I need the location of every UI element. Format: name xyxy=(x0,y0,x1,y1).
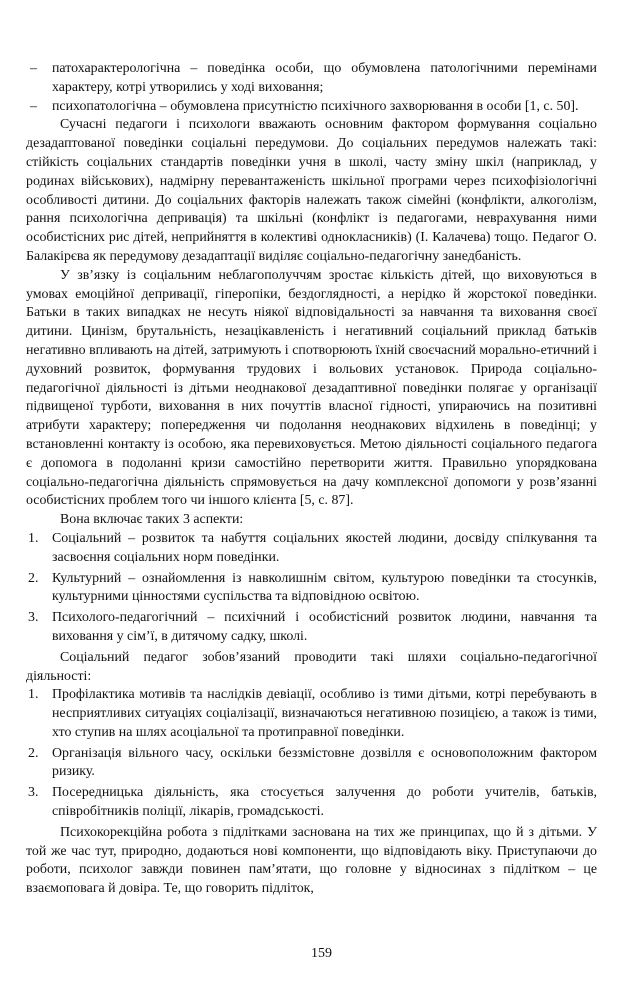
list-number: 2. xyxy=(28,570,39,586)
ways-list-item xyxy=(26,686,597,742)
list-number: 1. xyxy=(28,530,39,546)
ways-list-item-text: Профілактика мотивів та наслідків девіації, особливо із тими дітьми, котрі перебувають в несприятливих ситуаціях соціалізації, визначаються негативною позицією, а також із тими, хто ступив на шлях асоціальної та протиправної поведінки. xyxy=(52,687,597,740)
dash-list-item-text: психопатологічна – обумовлена присутністю психічного захворювання в особи [1, с. 50]. xyxy=(52,98,579,114)
list-number: 3. xyxy=(28,785,39,801)
ways-list-item-text: Організація вільного часу, оскільки беззмістовне дозвілля є основоположним фактором ризику. xyxy=(52,745,597,780)
dash-marker: – xyxy=(30,61,37,76)
aspects-list-item xyxy=(26,609,597,647)
paragraph-social-distress: У зв’язку із соціальним неблагополуччям зростає кількість дітей, що виховуються в умовах емоційної депривації, гіперопіки, бездоглядності, а нерідко й жорстокої поведінки. Батьки в таких випадках не несуть ніякої відповідальності за навчання та виховання своєї дитини. Цинізм, брутальність, незацікавленість і негативний соціальний приклад батьків негативно впливають на дітей, затримують і спотворюють їхній своєчасний морально-етичний і духовний розвиток, формування трудових і вольових установок. Природа соціально-педагогічної діяльності із дітьми неоднакової дезадаптивної поведінки полягає у організації підвищеної турботи, виховання в них почуттів власної гідності, упираючись на позитивні атрибути характеру; попередження чи подолання неоднакових відхилень в поведінці; у встановленні контакту із особою, яка перевиховується. Метою діяльності соціального педагога є допомога в подоланні кризи самостійно перетворити життя. Правильно упорядкована соціально-педагогічна діяльність спрямовується на дачу комплексної допомоги у розв’язанні особистісних проблем того чи іншого клієнта [5, с. 87]. xyxy=(26,267,597,509)
aspects-list-item xyxy=(26,570,597,608)
ways-list-item xyxy=(26,745,597,783)
aspects-list-item-text: Культурний – ознайомлення із навколишнім світом, культурою поведінки та стосунків, культурними цінностями суспільства та відповідною освітою. xyxy=(52,570,597,605)
list-number: 3. xyxy=(28,610,39,626)
aspects-list-item xyxy=(26,530,597,568)
aspects-list-item-text: Психолого-педагогічний – психічний і особистісний розвиток людини, навчання та виховання у сім’ї, в дитячому садку, школі. xyxy=(52,610,597,644)
dash-list-item xyxy=(26,98,597,117)
aspects-list-item-text: Соціальний – розвиток та набуття соціальних якостей людини, досвіду спілкування та засвоєння соціальних норм поведінки. xyxy=(52,530,597,565)
paragraph-psychocorrection: Психокорекційна робота з підлітками заснована на тих же принципах, що й з дітьми. У той же час тут, природно, додаються нові компоненти, що відповідають віку. Приступаючи до роботи, психолог завжди повинен пам’ятати, що головне у відносинах з підлітком – це взаємоповага й довіра. Те, що говорить підліток, xyxy=(26,824,597,897)
paragraph-aspects-intro: Вона включає таких 3 аспекти: xyxy=(60,512,244,528)
page-number: 159 xyxy=(311,946,332,961)
paragraph-social-preconditions: Сучасні педагоги і психологи вважають основним фактором формування соціально дезадаптованої поведінки соціальні передумови. До соціальних передумов належать такі: стійкість соціальних стандартів поведінки учня в школі, часту зміну шкіл (наприклад, у родинах військових), надмірну перевантаженість шкільної програми через психофізіологічні особливості дитини. До соціальних факторів належать також сімейні (конфлікти, алкоголізм, рання психологічна депривація) та шкільні (конфлікт із педагогами, неврахування ними особистісних рис дітей, неприйняття в колективі однокласників) (І. Калачева) тощо. Педагог О. Балакірєва як передумову дезадаптації виділяє соціально-педагогічну занедбаність. xyxy=(26,117,597,264)
ways-list-item xyxy=(26,784,597,822)
dash-marker: – xyxy=(30,98,37,114)
ways-list-item-text: Посередницька діяльність, яка стосується залучення до роботи учителів, батьків, співробітників поліції, лікарів, громадськості. xyxy=(52,785,597,820)
dash-list-item xyxy=(26,60,597,98)
paragraph-ways-intro: Соціальний педагог зобов’язаний проводити такі шляхи соціально-педагогічної діяльності: xyxy=(26,649,597,684)
page-content xyxy=(26,60,597,899)
list-number: 2. xyxy=(28,745,39,761)
dash-list-item-text: патохарактерологічна – поведінка особи, що обумовлена патологічними перемінами характеру, котрі утворились у ході виховання; xyxy=(52,61,597,95)
list-number: 1. xyxy=(28,687,39,703)
